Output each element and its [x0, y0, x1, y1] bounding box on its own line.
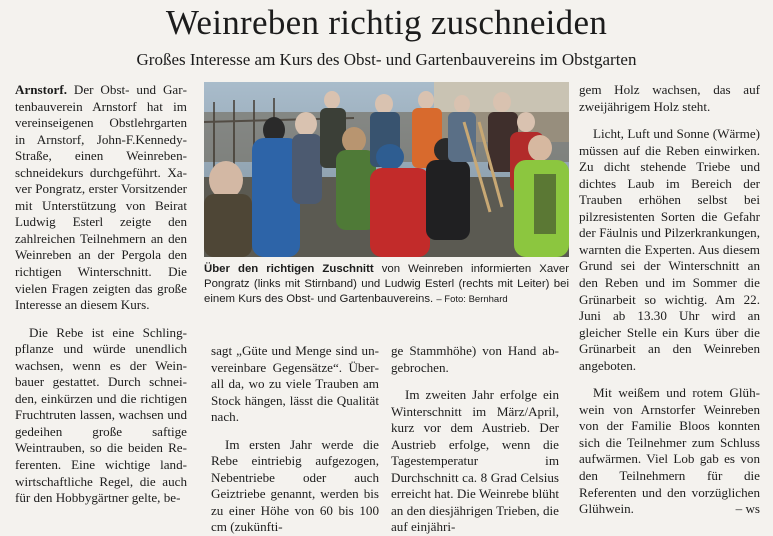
photo-group-illustration: [204, 82, 569, 257]
photo-caption: [204, 262, 569, 307]
caption-lead: Über den richtigen Zuschnitt: [204, 263, 374, 275]
column-1: [15, 82, 187, 507]
column-4: [579, 82, 760, 518]
paragraph-5: Licht, Luft und Sonne (Wärme) müssen auf die Reben einwirken. Zu dicht stehende Triebe und dichtes Laub im Bereich der Trauben erhöhen selbst bei pilzresistenten Sorten die Gefahr der Fäulnis und Pilzerkrankungen, warnten die Experten. Aus diesem Grund sei der Winterschnitt an den Reben und im Sommer die Grünarbeit so wichtig. Am 22. Juni ab 13.30 Uhr wird an gleicher Stelle ein Kurs über die Grünarbeit an den Weinreben angeboten.: [579, 126, 760, 373]
article-photo: [204, 82, 569, 257]
paragraph-1: Arnstorf. Der Obst- und Gartenbauverein Arnstorf hat im vereinseigenen Obstlehrgarten in Arnstorf, John-F.Kennedy-Straße, einen Weinrebenschneidekurs durchgeführt. Xaver Pongratz, erster Vorsitzender mit Unterstützung von Beirat Ludwig Esterl zeigte den zahlreichen Teilnehmern an den Weinreben an der Pergola den richtigen Winterschnitt. Die vielen Fragen zeigten das große Interesse an diesem Kurs.: [15, 82, 187, 313]
paragraph-2-continued: sagt „Güte und Menge sind unvereinbare Gegensätze“. Überall da, wo zu viele Trauben am Stock hängen, lässt die Qualität nach.: [211, 343, 379, 425]
author-signature: – ws: [735, 501, 760, 517]
subheadline: Großes Interesse am Kurs des Obst- und Gartenbauvereins im Obstgarten: [136, 50, 637, 69]
column-3: [391, 343, 559, 536]
paragraph-4: Im zweiten Jahr erfolge ein Winterschnitt im März/April, kurz vor dem Austrieb. Der Austrieb erfolge, wenn die Tagestemperatur im Durchschnitt ca. 8 Grad Celsius erreicht hat. Die Weinrebe blüht an den diesjährigen Trieben, die auf einjähri-: [391, 387, 559, 535]
column-2: [211, 343, 379, 536]
caption-text: von Weinreben informierten Xaver Pongratz (links mit Stirnband) und Ludwig Esterl (rechts mit Leiter) bei einem Kurs des Obst- und Gartenbauvereins.: [204, 263, 569, 305]
paragraph-3-continued: ge Stammhöhe) von Hand abgebrochen.: [391, 343, 559, 375]
paragraph-4-continued: gem Holz wachsen, das auf zweijährigem Holz steht.: [579, 82, 760, 114]
dateline: Arnstorf.: [15, 82, 67, 97]
paragraph-6: Mit weißem und rotem Glühwein von Arnstorfer Weinreben von der Familie Bloos konnten sich die Teilnehmer zum Schluss aufwärmen. Viel Lob gab es von den Teilnehmern für die Referenten und den vorzüglichen Glühwein. – ws: [579, 385, 760, 517]
headline: Weinreben richtig zuschneiden: [165, 3, 608, 42]
paragraph-2: Die Rebe ist eine Schlingpflanze und würde unendlich wachsen, wenn es der Weinbauer gestattet. Durch schneiden, einkürzen und die richtigen Fruchtruten lassen, wachsen und gedeihen große saftige Weintrauben, so die beiden Referenten. Eine wichtige landwirtschaftliche Regel, die auch für den Hobbygärtner gelte, be-: [15, 324, 187, 506]
photo-credit: – Foto: Bernhard: [436, 294, 508, 305]
paragraph-3: Im ersten Jahr werde die Rebe eintriebig aufgezogen, Nebentriebe oder auch Geiztriebe genannt, werden bis zu einer Höhe von 60 bis 100 cm (zukünfti-: [211, 436, 379, 535]
